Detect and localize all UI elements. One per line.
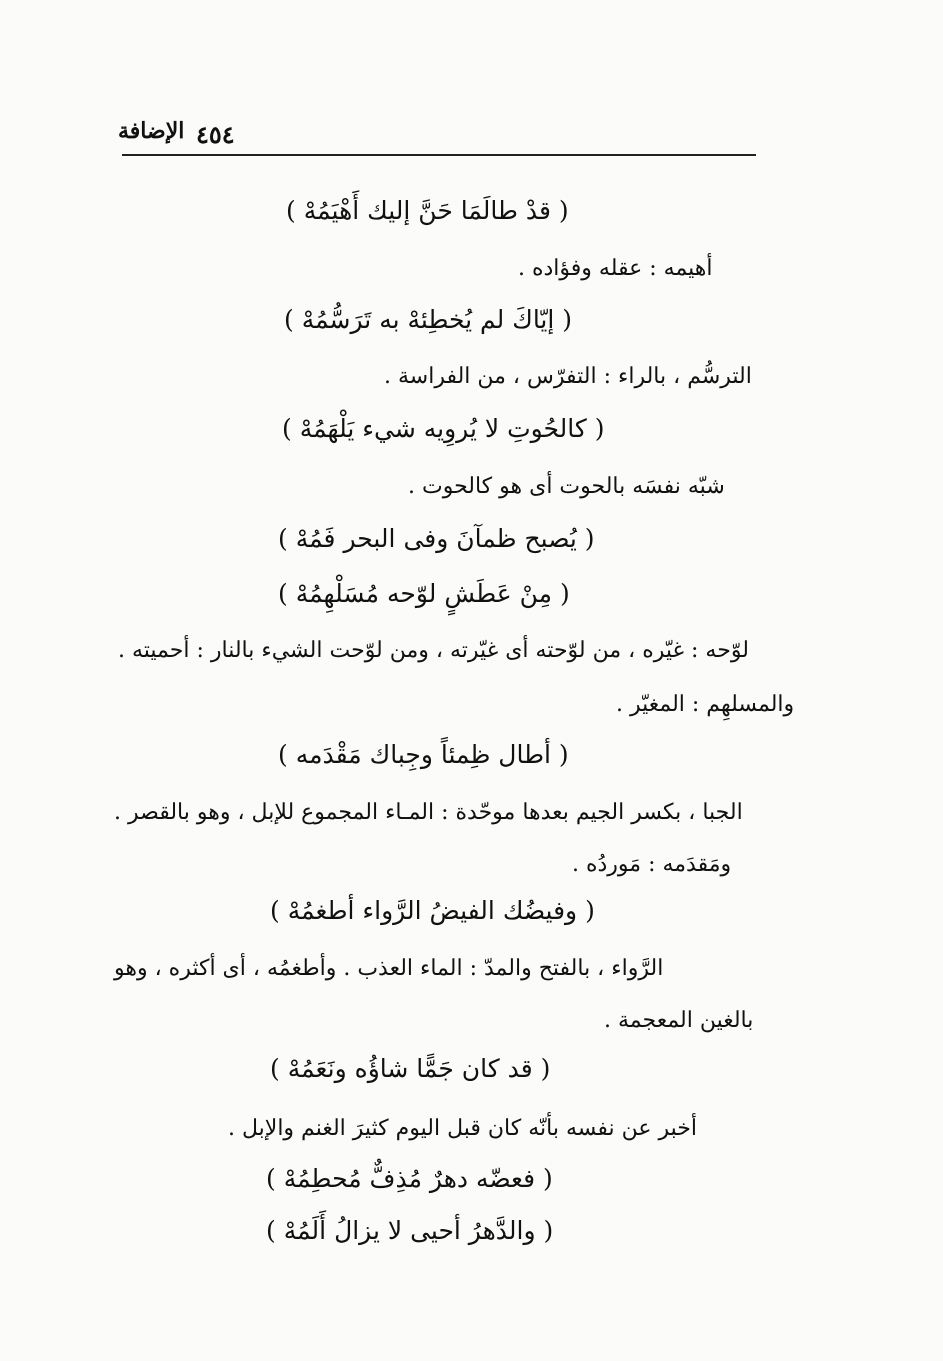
verse-line: ( فعضّه دهرٌ مُذِفٌّ مُحطِمُهْ ) (266, 1164, 553, 1193)
gloss-line: الترسُّم ، بالراء : التفرّس ، من الفراسة . (384, 364, 752, 389)
verse-line: ( قدْ طالَمَا حَنَّ إليك أَهْيَمُهْ ) (286, 196, 569, 225)
verse-line: ( أطال ظِمئاً وجِباك مَقْدَمه ) (278, 740, 569, 769)
header-rule (122, 154, 756, 156)
page-header (118, 112, 755, 156)
verse-line: ( مِنْ عَطَشٍ لوّحه مُسَلْهِمُهْ ) (278, 579, 570, 608)
running-title: الإضافة (118, 118, 185, 144)
page-number: ٤٥٤ (196, 120, 235, 149)
gloss-line: ومَقدَمه : مَوردُه . (572, 852, 732, 877)
verse-line: ( كالحُوتِ لا يُروِيه شيء يَلْهَمُهْ ) (282, 414, 605, 443)
gloss-line: أهيمه : عقله وفؤاده . (518, 256, 713, 281)
gloss-line: لوّحه : غيّره ، من لوّحته أى غيّرته ، ومن لوّحت الشيء بالنار : أحميته . (118, 638, 749, 663)
verse-line: ( قد كان جَمًّا شاؤُه ونَعَمُهْ ) (270, 1054, 551, 1083)
gloss-line: بالغين المعجمة . (604, 1008, 754, 1033)
gloss-line: الجبا ، بكسر الجيم بعدها موحّدة : المـاء المجموع للإبل ، وهو بالقصر . (114, 800, 743, 825)
gloss-line: أخبر عن نفسه بأنّه كان قبل اليوم كثيرَ الغنم والإبل . (228, 1116, 697, 1141)
verse-line: ( يُصبح ظمآنَ وفى البحر فَمُهْ ) (278, 524, 595, 553)
verse-line: ( إيّاكَ لم يُخطِئهْ به تَرَسُّمُهْ ) (284, 305, 573, 334)
verse-line: ( والدَّهرُ أحيى لا يزالُ أَلَمُهْ ) (266, 1216, 554, 1245)
gloss-line: والمسلهِم : المغيّر . (616, 692, 795, 717)
gloss-line: شبّه نفسَه بالحوت أى هو كالحوت . (408, 474, 725, 499)
gloss-line: الرَّواء ، بالفتح والمدّ : الماء العذب . وأطغمُه ، أى أكثره ، وهو (114, 956, 664, 981)
verse-line: ( وفيضُك الفيضُ الرَّواء أطغمُهْ ) (270, 896, 595, 925)
